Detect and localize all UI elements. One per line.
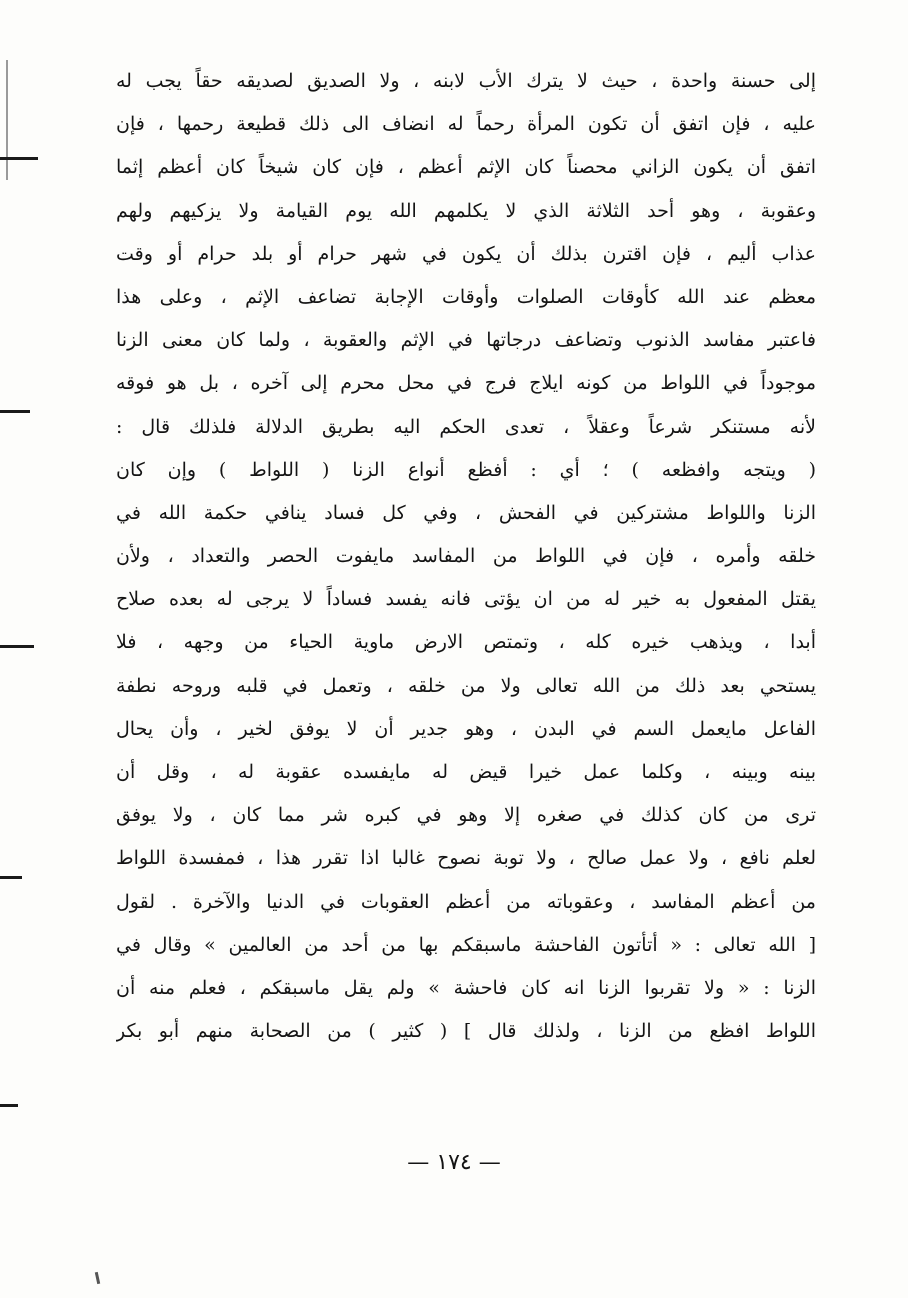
text-line: [ الله تعالى : « أتأتون الفاحشة ماسبقكم بها من أحد من العالمين » وقال في [116, 933, 816, 956]
text-line: من أعظم المفاسد ، وعقوباته من أعظم العقوبات في الدنيا والآخرة . لقول [116, 890, 816, 913]
text-line: بينه وبينه ، وكلما عمل خيرا قيض له مايفسده عقوبة له ، وقل أن [116, 761, 816, 783]
text-line: أبدا ، ويذهب خيره كله ، وتمتص الارض ماوية الحياء من وجهه ، فلا [116, 631, 816, 654]
body-text [116, 60, 816, 1053]
text-line: لأنه مستنكر شرعاً وعقلاً ، تعدى الحكم اليه بطريق الدلالة فلذلك قال : [116, 415, 816, 438]
text-line: لعلم نافع ، ولا عمل صالح ، ولا توبة نصوح غالبا اذا تقرر هذا ، فمفسدة اللواط [116, 847, 816, 870]
margin-mark [0, 876, 22, 879]
text-line: اتفق أن يكون الزاني محصناً كان الإثم أعظم ، فإن كان شيخاً كان أعظم إثما [116, 156, 816, 179]
page-number: — ١٧٤ — [407, 1150, 501, 1175]
text-line: ( ويتجه وافظعه ) ؛ أي : أفظع أنواع الزنا ( اللواط ) وإن كان [116, 458, 816, 481]
text-line: ترى من كان كذلك في صغره إلا وهو في كبره شر مما كان ، ولا يوفق [116, 804, 816, 827]
text-line: معظم عند الله كأوقات الصلوات وأوقات الإجابة تضاعف الإثم ، وعلى هذا [116, 285, 816, 308]
scan-artifact-line [6, 60, 8, 180]
text-line: موجوداً في اللواط من كونه ايلاج فرج في محل محرم إلى آخره ، بل هو فوقه [116, 372, 816, 395]
text-line: الزنا واللواط مشتركين في الفحش ، وفي كل فساد ينافي حكمة الله في [116, 501, 816, 524]
margin-mark [0, 645, 34, 648]
text-line: عليه ، فإن اتفق أن تكون المرأة رحماً له انضاف الى ذلك قطيعة رحمها ، فإن [116, 113, 816, 136]
text-line: يقتل المفعول به خير له من ان يؤتى فانه يفسد فساداً لا يرجى له بعده صلاح [116, 588, 816, 611]
scan-speck [95, 1272, 100, 1284]
margin-mark [0, 410, 30, 413]
text-line: الفاعل مايعمل السم في البدن ، وهو جدير أن لا يوفق لخير ، وأن يحال [116, 717, 816, 740]
text-line: وعقوبة ، وهو أحد الثلاثة الذي لا يكلمهم الله يوم القيامة ولا يزكيهم ولهم [116, 199, 816, 222]
margin-mark [0, 1104, 18, 1107]
text-line: عذاب أليم ، فإن اقترن بذلك أن يكون في شهر حرام أو بلد حرام أو وقت [116, 242, 816, 265]
text-line: إلى حسنة واحدة ، حيث لا يترك الأب لابنه ، ولا الصديق لصديقه حقاً يجب له [116, 70, 816, 92]
text-line: اللواط افظع من الزنا ، ولذلك قال ] ( كثير ) من الصحابة منهم أبو بكر [116, 1020, 816, 1043]
text-line: خلقه وأمره ، فإن في اللواط من المفاسد مايفوت الحصر والتعداد ، ولأن [116, 545, 816, 568]
text-line: يستحي بعد ذلك من الله تعالى ولا من خلقه ، وتعمل في قلبه وروحه نطفة [116, 674, 816, 697]
text-line: فاعتبر مفاسد الذنوب وتضاعف درجاتها في الإثم والعقوبة ، ولما كان معنى الزنا [116, 329, 816, 352]
text-line: الزنا : « ولا تقربوا الزنا انه كان فاحشة » ولم يقل ماسبقكم ، فعلم منه أن [116, 976, 816, 999]
margin-mark [0, 157, 38, 160]
